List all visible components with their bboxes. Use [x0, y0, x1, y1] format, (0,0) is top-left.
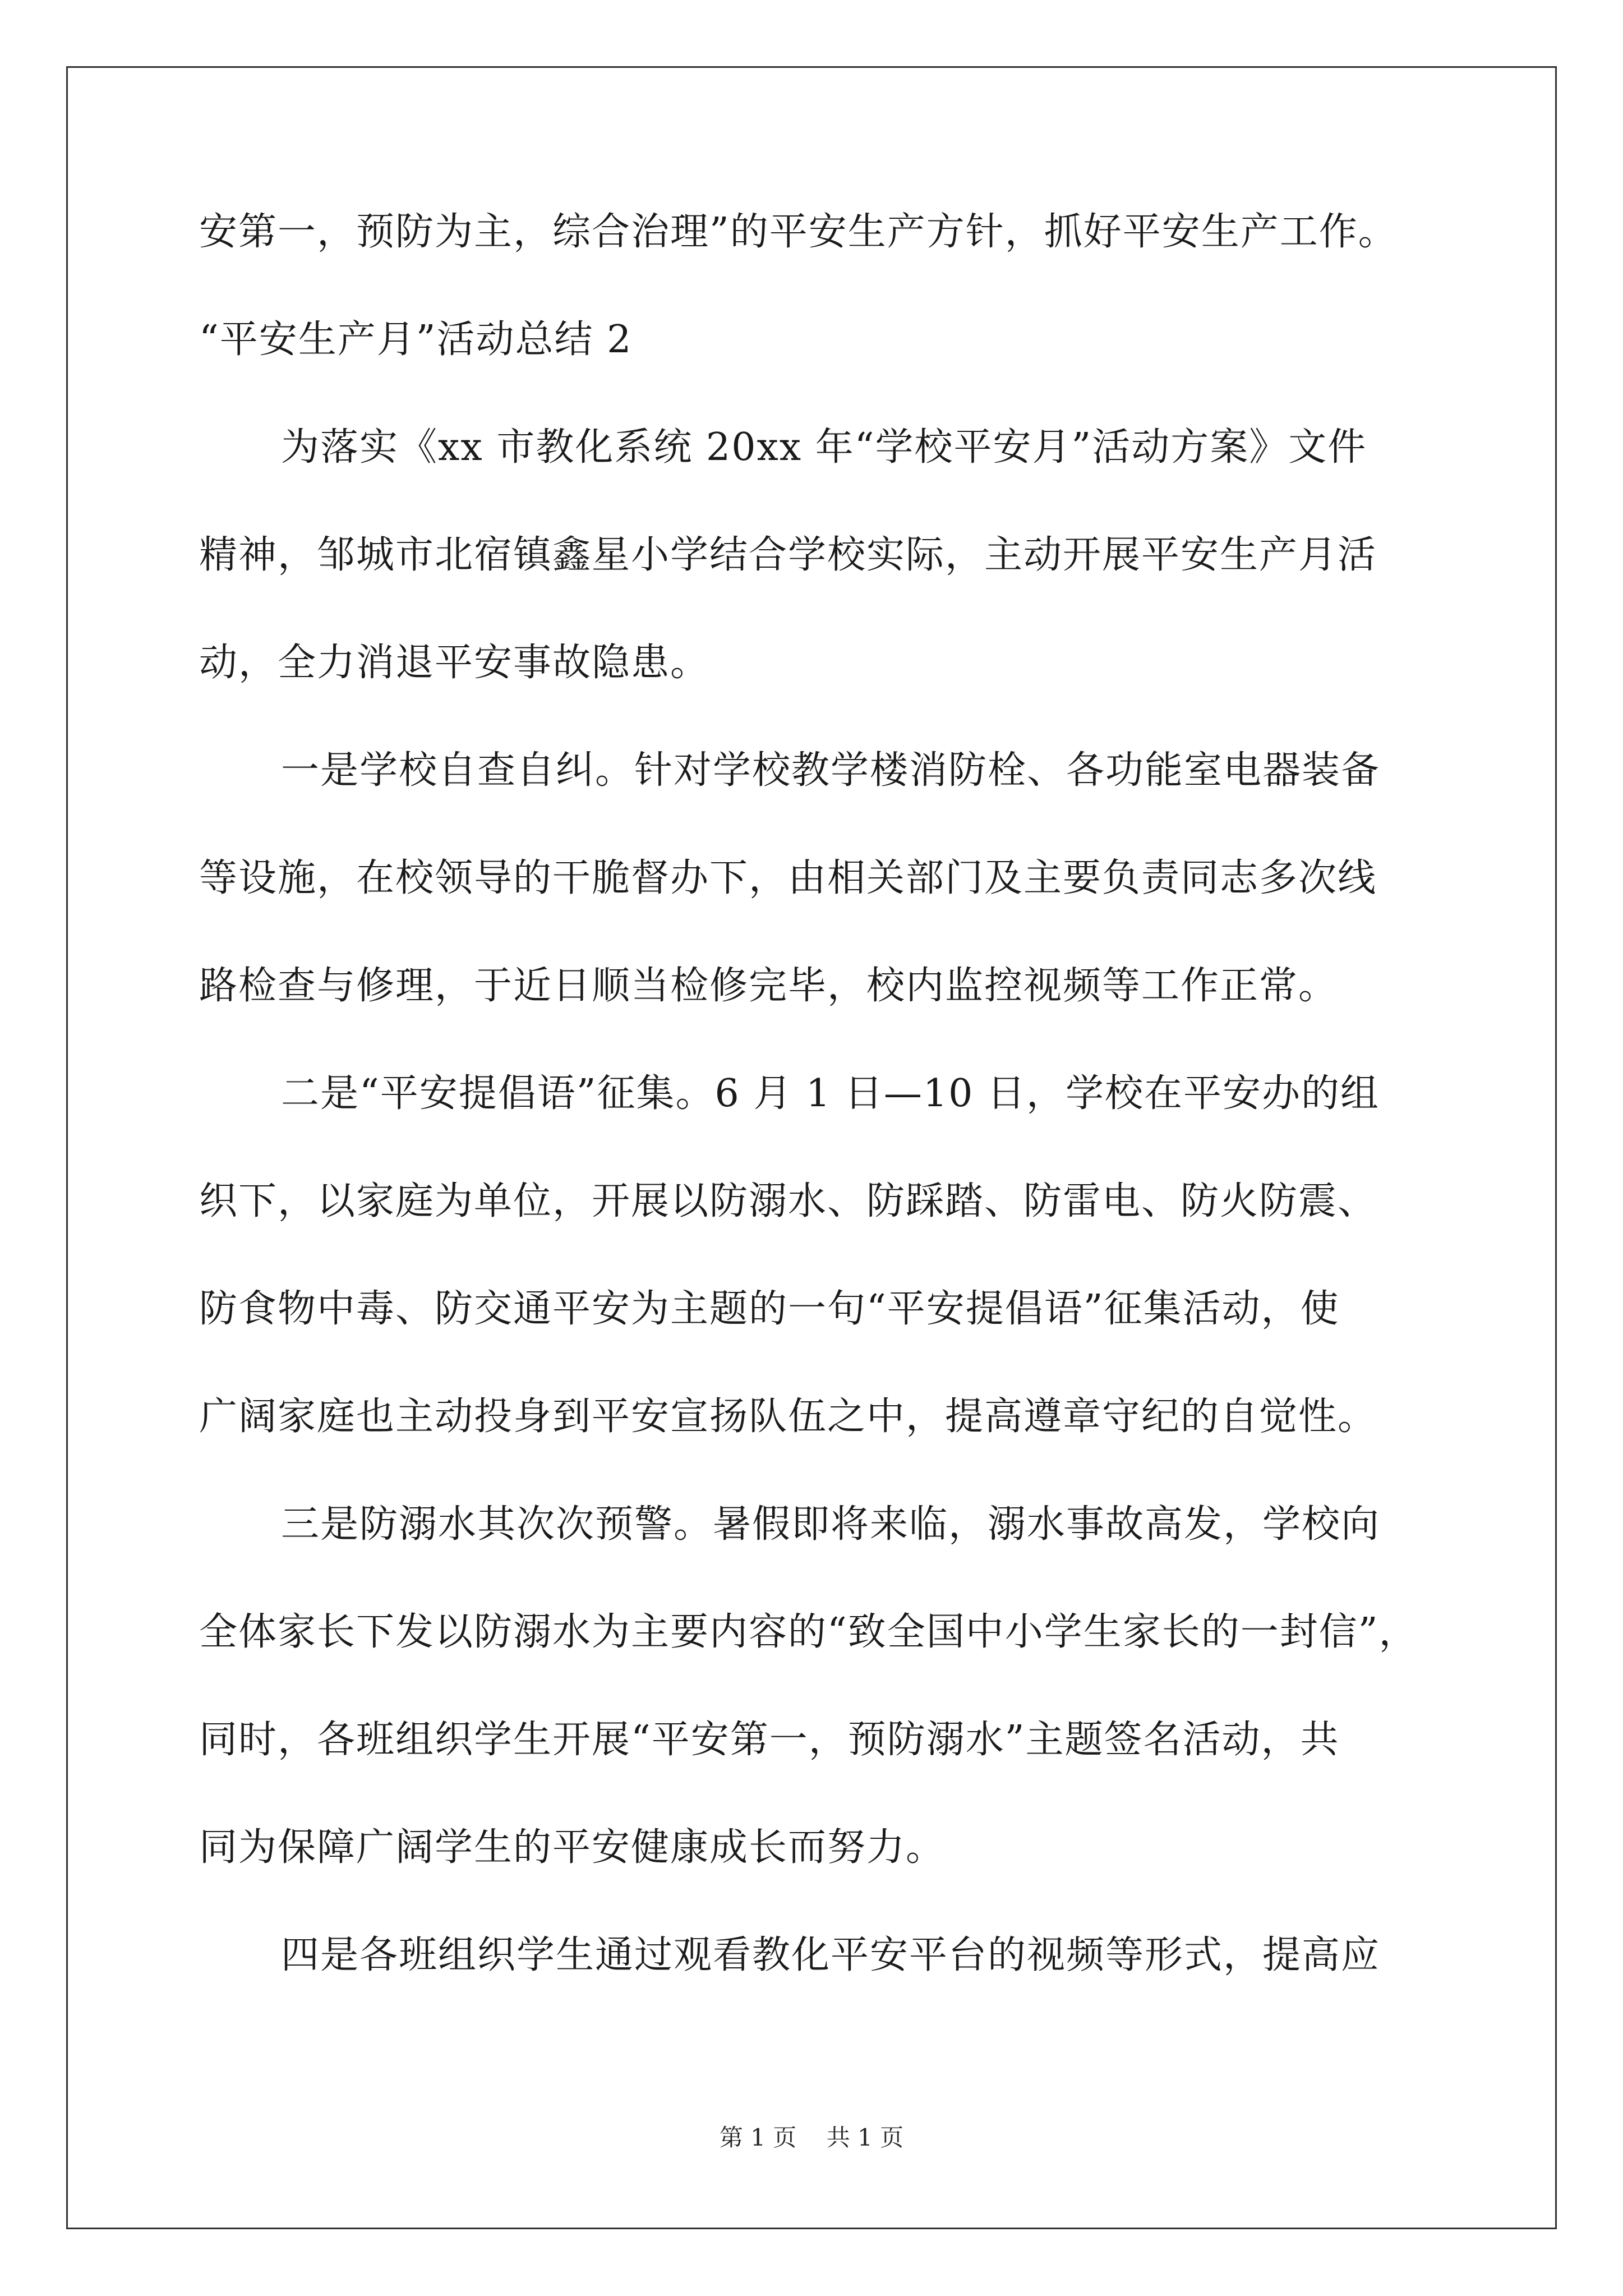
page-number-footer: 第 1 页 共 1 页	[719, 2124, 904, 2151]
text-line-4: 精神，邹城市北宿镇鑫星小学结合学校实际，主动开展平安生产月活	[199, 533, 1377, 577]
text-line-3: 为落实《xx 市教化系统 20xx 年“学校平安月”活动方案》文件	[281, 425, 1367, 470]
text-line-13: 三是防溺水其次次预警。暑假即将来临，溺水事故高发，学校向	[281, 1502, 1381, 1547]
text-line-17: 四是各班组织学生通过观看教化平安平台的视频等形式，提高应	[281, 1933, 1381, 1977]
text-line-9: 二是“平安提倡语”征集。6 月 1 日—10 日，学校在平安办的组	[281, 1071, 1380, 1116]
section-heading: “平安生产月”活动总结 2	[199, 318, 633, 362]
text-line-5: 动，全力消退平安事故隐患。	[199, 641, 710, 685]
text-line-6: 一是学校自查自纠。针对学校教学楼消防栓、各功能室电器装备	[281, 748, 1381, 793]
text-line-7: 等设施，在校领导的干脆督办下，由相关部门及主要负责同志多次线	[199, 856, 1377, 900]
text-line-1: 安第一，预防为主，综合治理”的平安生产方针，抓好平安生产工作。	[199, 210, 1398, 254]
text-line-12: 广阔家庭也主动投身到平安宣扬队伍之中，提高遵章守纪的自觉性。	[199, 1395, 1377, 1439]
text-line-10: 织下，以家庭为单位，开展以防溺水、防踩踏、防雷电、防火防震、	[199, 1179, 1377, 1223]
text-line-16: 同为保障广阔学生的平安健康成长而努力。	[199, 1825, 946, 1870]
text-line-8: 路检查与修理，于近日顺当检修完毕，校内监控视频等工作正常。	[199, 964, 1338, 1008]
text-line-15: 同时，各班组织学生开展“平安第一，预防溺水”主题签名活动，共	[199, 1718, 1340, 1762]
text-line-14: 全体家长下发以防溺水为主要内容的“致全国中小学生家长的一封信”，	[199, 1610, 1418, 1654]
document-body	[199, 210, 1461, 2044]
text-line-11: 防食物中毒、防交通平安为主题的一句“平安提倡语”征集活动，使	[199, 1287, 1340, 1331]
